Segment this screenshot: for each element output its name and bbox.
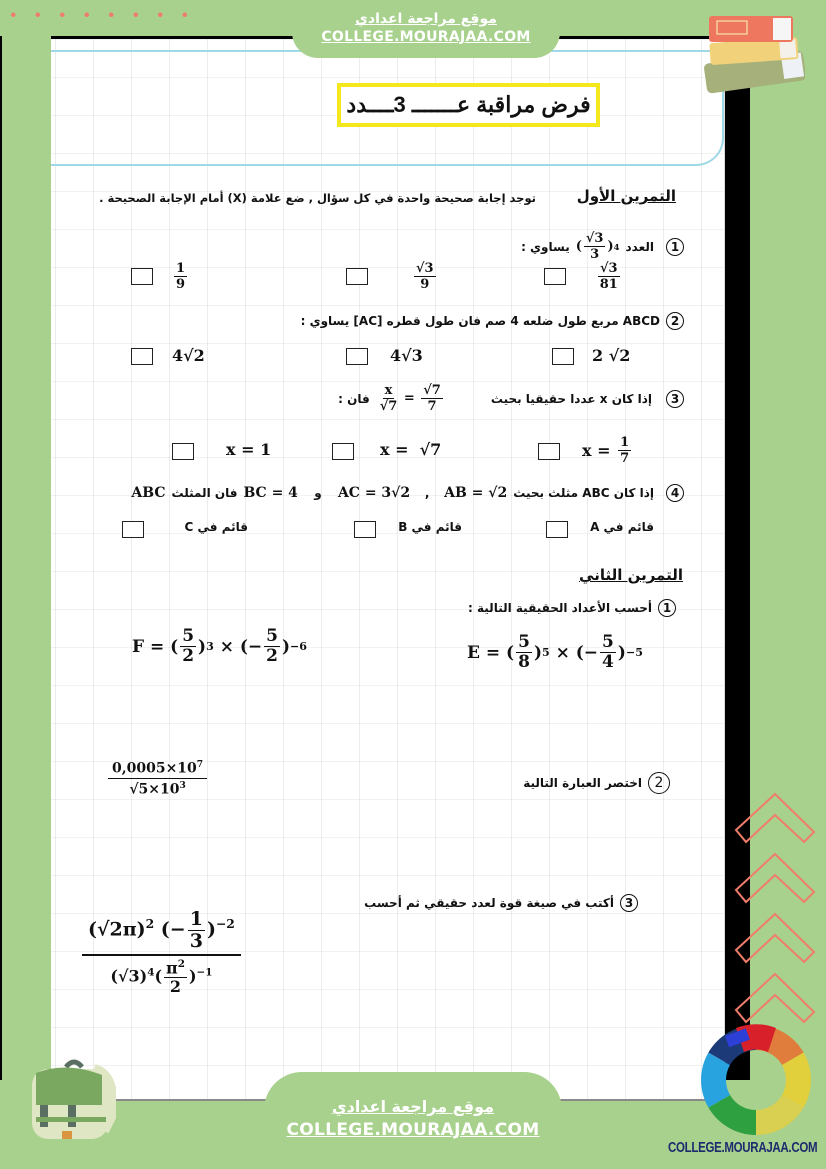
ex2-question-1: [468, 599, 676, 617]
question-number: 1: [666, 238, 684, 256]
question-text-end: فان المثلث: [171, 486, 238, 500]
question-equation: $\frac{x}{√7}$ = $\frac{√7}{7}$: [379, 383, 441, 414]
answer-checkbox-q3-c[interactable]: [172, 443, 194, 460]
question-text: العدد: [625, 239, 654, 254]
site-logo-icon[interactable]: [695, 1020, 817, 1140]
question-text: إذا كان ABC مثلث بحيث: [513, 486, 654, 500]
answer-checkbox-q4-a[interactable]: [546, 521, 568, 538]
answer-checkbox-q2-a[interactable]: [552, 348, 574, 365]
question-text: اختصر العبارة التالية: [523, 776, 642, 790]
answer-checkbox-q3-a[interactable]: [538, 443, 560, 460]
answer-q3-a: x = $\frac{1}{7}$: [582, 435, 630, 466]
ex2-question-2: [523, 772, 670, 794]
footer-site-name-ar[interactable]: موقع مراجعة اعدادي: [331, 1097, 495, 1116]
exercise2-heading: التمرين الثاني: [579, 566, 683, 584]
footer-site-domain-link[interactable]: COLLEGE.MOURAJAA.COM: [286, 1120, 540, 1140]
left-border: [2, 36, 51, 1080]
site-name-ar[interactable]: موقع مراجعة اعدادي: [355, 11, 497, 27]
answer-q4-b: قائم في B: [398, 520, 462, 534]
answer-q1-a: $\frac{√3}{81}$: [599, 261, 618, 292]
equation-ac: AC = 3√2: [337, 485, 411, 501]
question-number: 1: [658, 599, 676, 617]
question-text: أحسب الأعداد الحقيقية التالية :: [468, 601, 652, 615]
question-text-end: فان :: [338, 391, 370, 406]
question-number: 2: [666, 312, 684, 330]
exercise1-heading: التمرين الأول: [576, 187, 676, 205]
answer-checkbox-q2-c[interactable]: [131, 348, 153, 365]
answer-checkbox-q3-b[interactable]: [332, 443, 354, 460]
ex2-question-3: [364, 894, 638, 912]
backpack-icon: [16, 1055, 116, 1145]
question-text: ABCD مربع طول ضلعه 4 صم فان طول قطره [AC] يساوي :: [300, 314, 660, 328]
question-number: 3: [666, 390, 684, 408]
question-number: 4: [666, 484, 684, 502]
equation-ab: AB = √2: [444, 485, 508, 501]
question-number: 2: [648, 772, 670, 794]
answer-q4-a: قائم في A: [590, 520, 654, 534]
exercise1-instruction: توجد إجابة صحيحة واحدة في كل سؤال , ضع علامة (X) أمام الإجابة الصحيحة .: [99, 191, 536, 205]
sheet-edge: [724, 39, 725, 1101]
answer-q3-c: x = 1: [226, 440, 272, 459]
question-text-end: يساوي :: [521, 239, 570, 254]
expression-simplify: $\frac{0,0005\times 10^7}{√5\times 10^3}$: [108, 760, 207, 796]
answer-q1-b: $\frac{√3}{9}$: [416, 261, 434, 292]
question-text: إذا كان x عددا حقيقيا بحيث: [490, 391, 652, 406]
answer-q1-c: $\frac{1}{9}$: [176, 261, 186, 292]
conjunction: و: [314, 486, 322, 500]
answer-q4-c: قائم في C: [184, 520, 248, 534]
expression-E: E = ( $\frac{5}{8}$ ) 5 × (− $\frac{5}{4}$ ) −5: [467, 632, 643, 672]
question-4: [131, 484, 684, 502]
question-3: [338, 384, 684, 413]
answer-checkbox-q2-b[interactable]: [346, 348, 368, 365]
expression-F: F = ( $\frac{5}{2}$ ) 3 × (− $\frac{5}{2}$ ) −6: [132, 626, 307, 666]
question-2: [301, 312, 684, 330]
answer-q2-c: 4√2: [172, 346, 205, 365]
answer-checkbox-q4-b[interactable]: [354, 521, 376, 538]
logo-caption: COLLEGE.MOURAJAA.COM: [668, 1140, 818, 1156]
answer-checkbox-q1-a[interactable]: [544, 268, 566, 285]
triangle-label: ABC: [131, 485, 166, 501]
exam-title: [337, 83, 600, 127]
site-footer-badge[interactable]: [264, 1072, 562, 1169]
answer-q2-a: 2 √2: [592, 346, 631, 365]
separator: ,: [424, 486, 430, 500]
answer-checkbox-q1-b[interactable]: [346, 268, 368, 285]
books-stack-icon: [695, 12, 805, 94]
question-1: [521, 232, 684, 261]
site-header-badge[interactable]: [292, 0, 560, 58]
site-domain-link[interactable]: COLLEGE.MOURAJAA.COM: [321, 29, 531, 45]
answer-q2-b: 4√3: [390, 346, 423, 365]
expression-power: $(√2\pi)^2$ (− $\frac{1}{3}$ )$^{-2}$ $(√3)^4$( $\frac{\pi^2}{2}$ )$^{-1}$: [82, 910, 241, 995]
equation-bc: BC = 4: [243, 485, 298, 501]
question-number: 3: [620, 894, 638, 912]
answer-checkbox-q1-c[interactable]: [131, 268, 153, 285]
exam-title-text: فرض مراقبة عـــــــ 3ــــدد: [346, 92, 591, 117]
answer-checkbox-q4-c[interactable]: [122, 521, 144, 538]
chevrons-decoration-icon: [732, 790, 818, 1040]
question-expression: ( $\frac{√3}{3}$ ) 4: [575, 231, 620, 262]
answer-q3-b: x = √7: [380, 440, 442, 459]
question-text: أكتب في صيغة قوة لعدد حقيقي ثم أحسب: [364, 896, 614, 910]
